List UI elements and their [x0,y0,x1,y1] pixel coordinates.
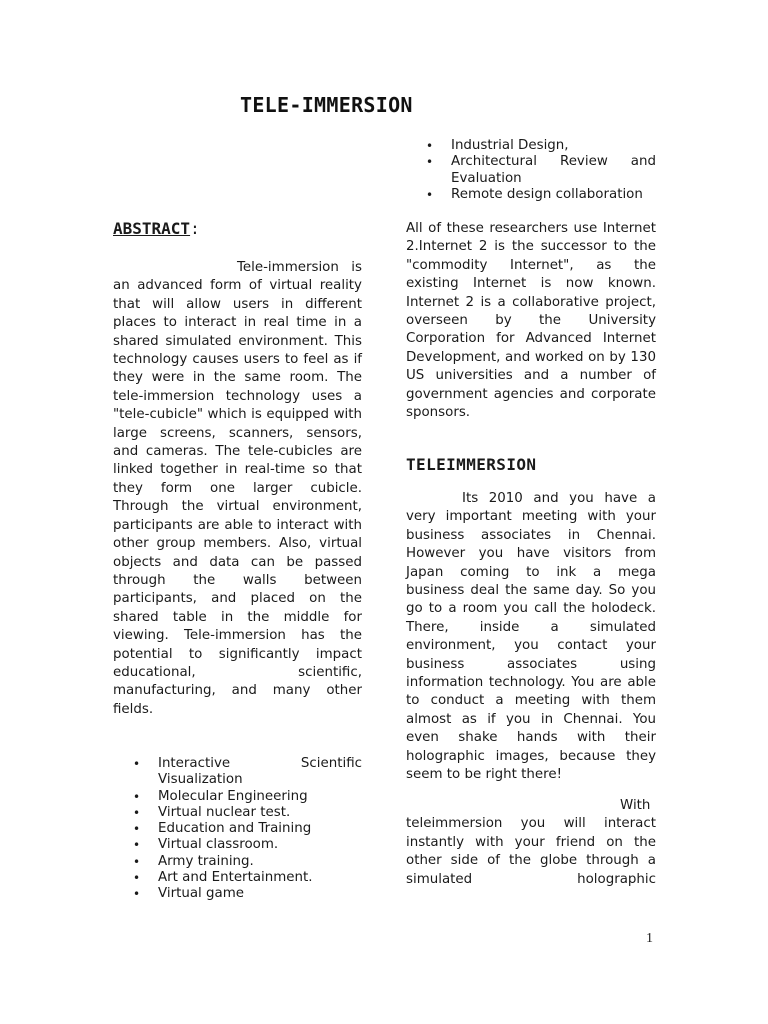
researchers-paragraph: All of these researchers use Internet 2.Internet 2 is the successor to the "commodity Internet", as the existing Internet is now known. Internet 2 is a collaborative project, overseen by the University Corporation for Advanced Internet Development, and worked on by 130 US universities and a number of government agencies and corporate sponsors. [406,221,656,421]
bullet-icon: • [426,155,434,170]
list-item-text: Virtual nuclear test. [158,804,291,820]
list-item-text: Virtual classroom. [158,837,279,853]
list-item-text: Education and Training [158,821,312,837]
abstract-body: Tele-immersion is an advanced form of virtual reality that will allow users in different places to interact in real time in a shared simulated environment. This technology causes users to feel as if they were in the same room. The tele-immersion technology uses a "tele-cubicle" which is equipped with large screens, scanners, sensors, and cameras. The tele-cubicles are linked together in real-time so that they form one larger cubicle. Through the virtual environment, participants are able to interact with other group members. Also, virtual objects and data can be passed through the walls between participants, and placed on the shared table in the middle for viewing. Tele-immersion has the potential to significantly impact educational, scientific, manufacturing, and many other fields. [113,260,362,717]
abstract-heading-label: ABSTRACT [113,219,191,238]
bullet-icon: • [133,838,141,853]
bullet-icon: • [133,757,141,771]
list-item [113,837,362,853]
teleimmersion-paragraph-2-block [406,797,656,889]
bullet-list [406,138,656,203]
abstract-heading [113,219,200,238]
list-item [113,789,362,805]
bullet-icon: • [133,822,141,837]
teleimmersion-heading: TELEIMMERSION [406,455,537,474]
list-item-text: Remote design collaboration [451,186,643,202]
teleimmersion-paragraph-1-block [406,490,656,785]
list-item [113,854,362,870]
applications-list-left [113,756,362,903]
bullet-icon: • [426,187,434,202]
list-item [113,805,362,821]
list-item [406,138,656,154]
bullet-icon: • [133,789,141,804]
page-number: 1 [646,931,653,946]
researchers-section [406,220,656,422]
list-item [113,821,362,837]
abstract-paragraph [113,259,362,719]
list-item-text: Molecular Engineering [158,788,308,804]
list-item [113,756,362,789]
abstract-section [113,259,362,719]
list-item [113,886,362,902]
list-item [113,870,362,886]
bullet-icon: • [426,139,434,153]
bullet-icon: • [133,887,141,902]
list-item [406,154,656,187]
list-item [406,187,656,203]
teleimmersion-paragraph-2-text: With teleimmersion you will interact instantly with your friend on the other side of the globe through a simulated holographic [406,798,656,887]
list-item-text: Virtual game [158,886,244,902]
applications-list-right [406,138,656,203]
document-title: TELE-IMMERSION [240,93,413,117]
bullet-icon: • [133,854,141,869]
list-item-text: Interactive Scientific Visualization [158,756,362,788]
teleimmersion-paragraph-2 [406,797,656,889]
teleimmersion-paragraph-1 [406,490,656,785]
list-item-text: Industrial Design, [451,138,569,153]
list-item-text: Art and Entertainment. [158,870,313,886]
abstract-heading-colon: : [190,219,200,238]
teleimmersion-paragraph-1-text: Its 2010 and you have a very important meeting with your business associates in Chennai. However you have visitors from Japan coming to ink a mega business deal the same day. So you go to a room you call the holodeck. There, inside a simulated environment, you contact your business associates using information technology. You are able to conduct a meeting with them almost as if you in Chennai. You even shake hands with their holographic images, because they seem to be right there! [406,491,656,783]
list-item-text: Architectural Review and Evaluation [451,154,656,186]
bullet-icon: • [133,871,141,886]
bullet-list [113,756,362,903]
bullet-icon: • [133,805,141,820]
list-item-text: Army training. [158,853,254,869]
